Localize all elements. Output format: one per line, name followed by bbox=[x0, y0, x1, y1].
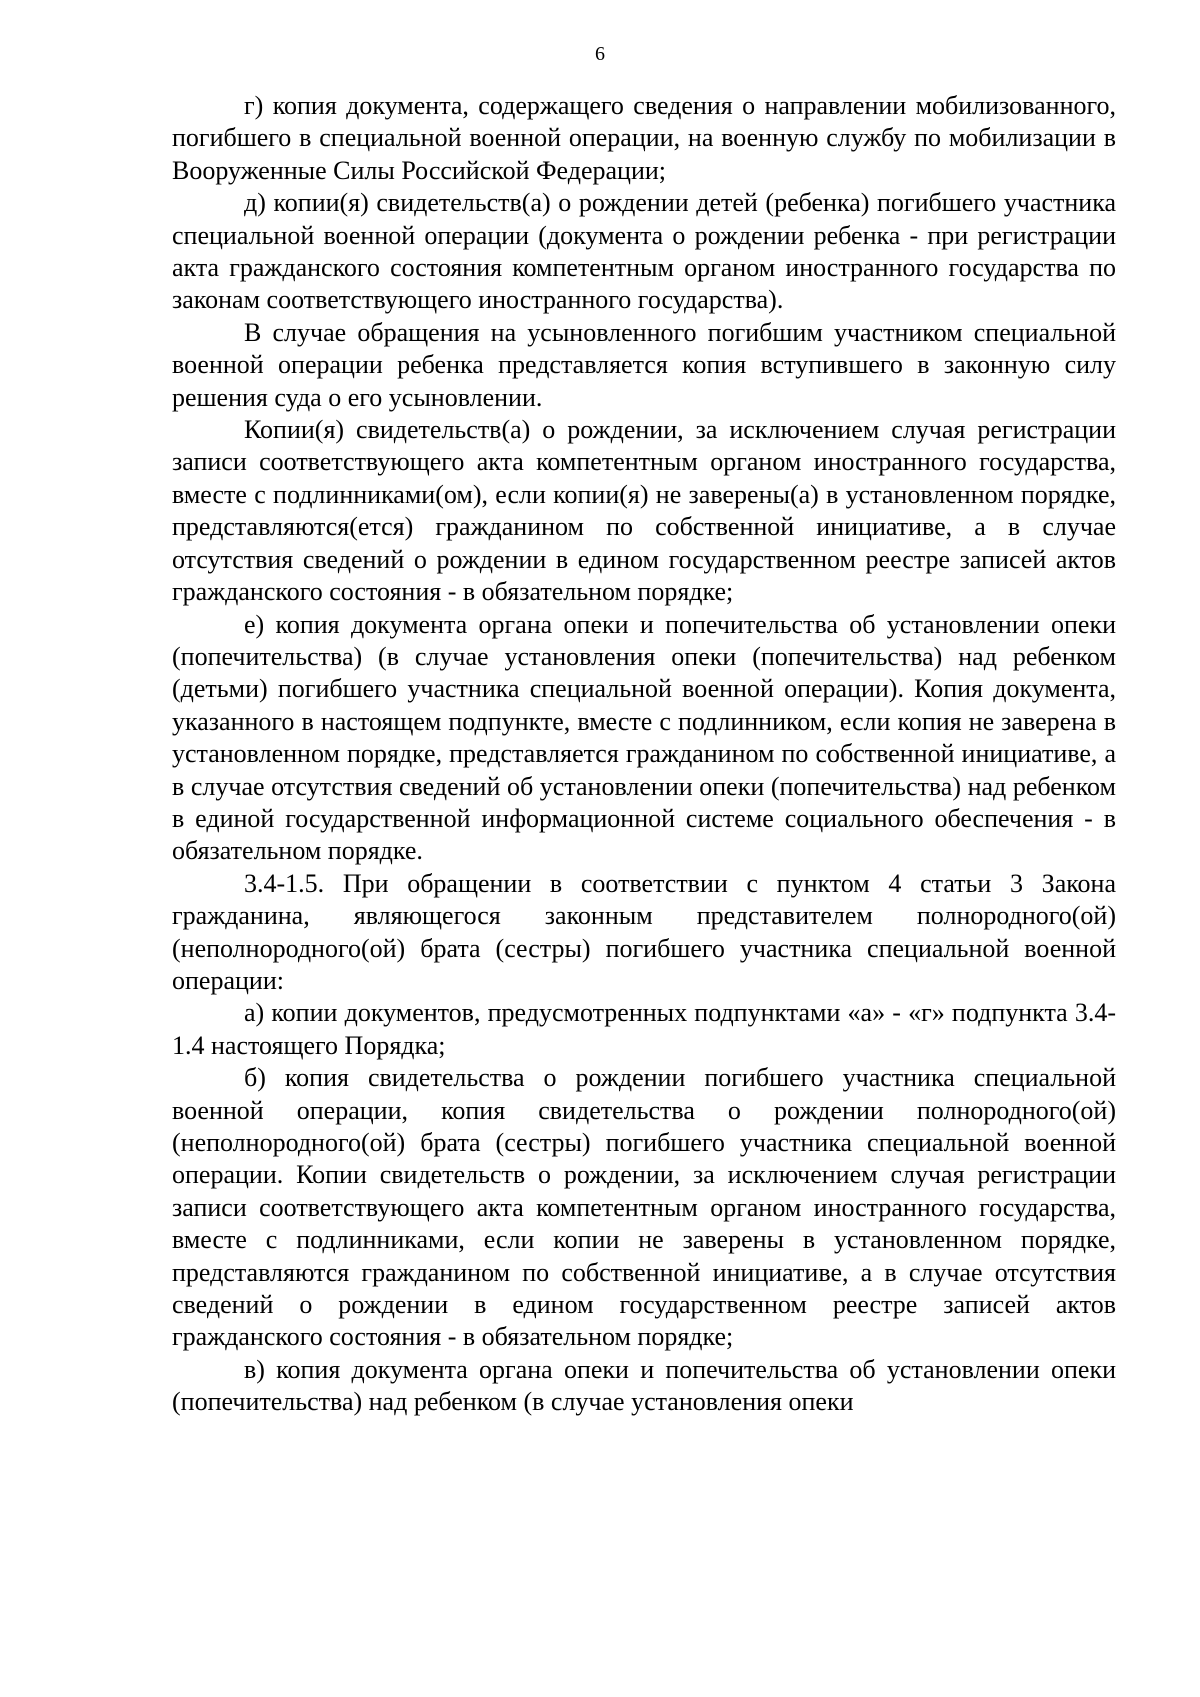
paragraph-3-4-1-5: 3.4-1.5. При обращении в соответствии с пунктом 4 статьи 3 Закона гражданина, являющегося законным представителем полнородного(ой) (неполнородного(ой) брата (сестры) погибшего участника специальной военной операции: bbox=[172, 868, 1116, 995]
document-body bbox=[172, 90, 1116, 1419]
paragraph-b: б) копия свидетельства о рождении погибшего участника специальной военной операции, копия свидетельства о рождении полнородного(ой) (неполнородного(ой) брата (сестры) погибшего участника специальной военной операции. Копии свидетельств о рождении, за исключением случая регистрации записи соответствующего акта компетентным органом иностранного государства, вместе с подлинниками, если копии не заверены в установленном порядке, представляются гражданином по собственной инициативе, а в случае отсутствия сведений о рождении в едином государственном реестре записей актов гражданского состояния - в обязательном порядке; bbox=[172, 1063, 1116, 1352]
paragraph-certificate-copies: Копии(я) свидетельств(а) о рождении, за исключением случая регистрации записи соответствующего акта компетентным органом иностранного государства, вместе с подлинниками(ом), если копии(я) не заверены(а) в установленном порядке, представляются(ется) гражданином по собственной инициативе, а в случае отсутствия сведений о рождении в едином государственном реестре записей актов гражданского состояния - в обязательном порядке; bbox=[172, 415, 1116, 607]
paragraph-v: в) копия документа органа опеки и попечительства об установлении опеки (попечительства) над ребенком (в случае установления опеки bbox=[172, 1354, 1116, 1417]
paragraph-e: е) копия документа органа опеки и попечительства об установлении опеки (попечительства) (в случае установления опеки (попечительства) над ребенком (детьми) погибшего участника специальной военной операции). Копия документа, указанного в настоящем подпункте, вместе с подлинником, если копия не заверена в установленном порядке, представляется гражданином по собственной инициативе, а в случае отсутствия сведений об установлении опеки (попечительства) над ребенком в единой государственной информационной системе социального обеспечения - в обязательном порядке. bbox=[172, 609, 1116, 866]
paragraph-adoption: В случае обращения на усыновленного погибшим участником специальной военной операции ребенка представляется копия вступившего в законную силу решения суда о его усыновлении. bbox=[172, 317, 1116, 412]
page-number: 6 bbox=[595, 43, 605, 65]
paragraph-g: г) копия документа, содержащего сведения о направлении мобилизованного, погибшего в специальной военной операции, на военную службу по мобилизации в Вооруженные Силы Российской Федерации; bbox=[172, 91, 1116, 185]
paragraph-d: д) копии(я) свидетельств(а) о рождении детей (ребенка) погибшего участника специальной военной операции (документа о рождении ребенка - при регистрации акта гражданского состояния компетентным органом иностранного государства по законам соответствующего иностранного государства). bbox=[172, 188, 1116, 315]
paragraph-a: а) копии документов, предусмотренных подпунктами «а» - «г» подпункта 3.4-1.4 настоящего Порядка; bbox=[172, 998, 1116, 1060]
